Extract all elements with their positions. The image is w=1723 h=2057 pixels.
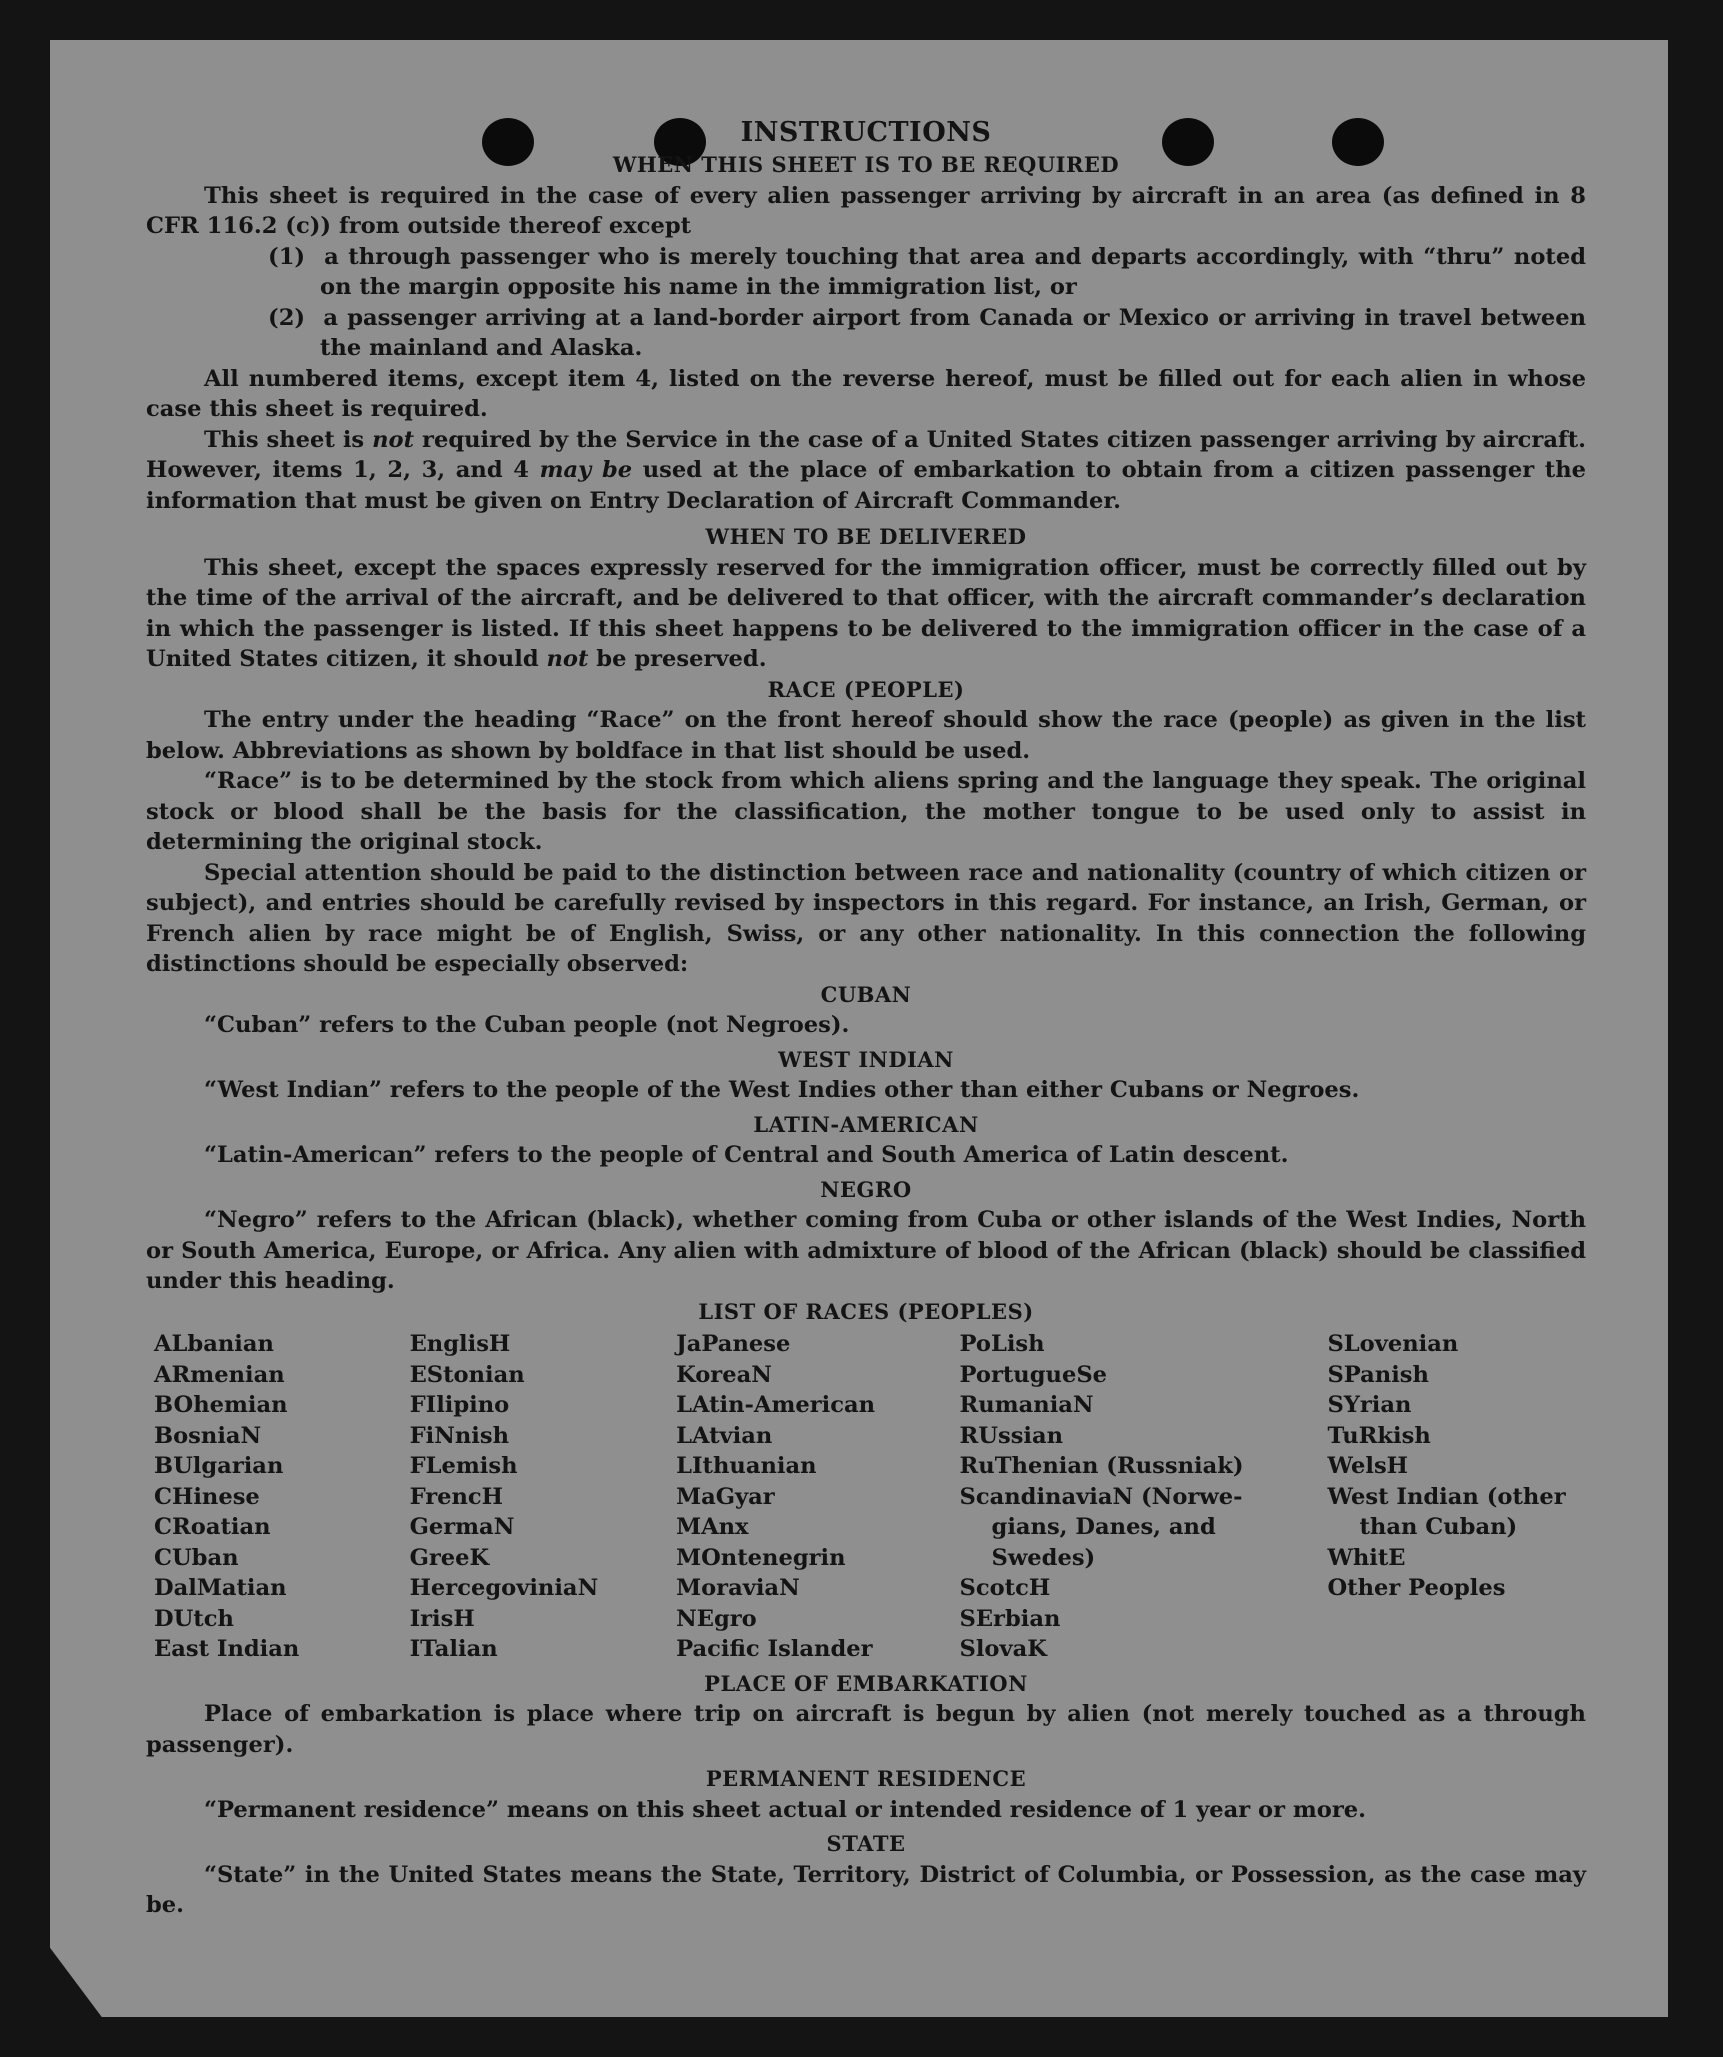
text-run: be preserved. bbox=[588, 646, 767, 672]
instructions-content bbox=[146, 116, 1586, 1921]
race-entry: MOntenegrin bbox=[676, 1544, 846, 1571]
race-entry: BosniaN bbox=[154, 1422, 262, 1449]
race-entry: NEgro bbox=[676, 1605, 757, 1632]
race-entry: PortugueSe bbox=[959, 1361, 1108, 1388]
section-heading-permanent-residence: PERMANENT RESIDENCE bbox=[705, 1766, 1027, 1791]
section-heading-when-required: WHEN THIS SHEET IS TO BE REQUIRED bbox=[612, 152, 1120, 177]
race-entry: SLovenian bbox=[1327, 1331, 1459, 1357]
race-entry: Pacific Islander bbox=[676, 1636, 873, 1662]
paragraph-race-2: “Race” is to be determined by the stock from which aliens spring and the language they speak. The original stock or blood shall be the basis for the classification, the mother tongue to be used only to assist in determining the original stock. bbox=[146, 768, 1586, 855]
paragraph-race-1: The entry under the heading “Race” on the front hereof should show the race (people) as given in the list below. Abbreviations as shown by boldface in that list should be used. bbox=[146, 707, 1586, 764]
race-entry: than Cuban) bbox=[1359, 1514, 1518, 1540]
race-entry: RumaniaN bbox=[959, 1392, 1094, 1418]
race-column bbox=[960, 1329, 1328, 1665]
paragraph-permanent-residence: “Permanent residence” means on this sheet actual or intended residence of 1 year or more. bbox=[204, 1796, 1367, 1823]
race-column bbox=[1327, 1329, 1586, 1665]
section-heading-race: RACE (PEOPLE) bbox=[767, 676, 965, 702]
race-entry: ITalian bbox=[409, 1636, 498, 1662]
page-title: INSTRUCTIONS bbox=[740, 117, 992, 148]
race-entry: HercegoviniaN bbox=[409, 1575, 599, 1601]
race-entry: LAtvian bbox=[676, 1422, 773, 1449]
paragraph-citizen bbox=[146, 425, 1586, 517]
paragraph-west-indian: “West Indian” refers to the people of the West Indies other than either Cubans or Negroes. bbox=[204, 1077, 1360, 1103]
race-entry: gians, Danes, and bbox=[991, 1514, 1216, 1540]
race-entry: JaPanese bbox=[676, 1331, 791, 1357]
exception-marker: (2) bbox=[268, 304, 306, 331]
race-entry: ScandinaviaN (Norwe- bbox=[959, 1483, 1243, 1510]
race-entry: Swedes) bbox=[991, 1544, 1096, 1571]
paragraph-when-required-intro: This sheet is required in the case of every alien passenger arriving by aircraft in an area (as defined in 8 CFR 116.2 (c)) from outside thereof except bbox=[146, 182, 1586, 239]
race-entry: MAnx bbox=[676, 1514, 749, 1540]
race-entry: SlovaK bbox=[959, 1636, 1047, 1662]
emphasis-text: not bbox=[372, 426, 415, 453]
race-entry: GreeK bbox=[409, 1544, 490, 1571]
race-entry: DalMatian bbox=[154, 1575, 287, 1601]
race-entry: East Indian bbox=[154, 1636, 300, 1662]
section-heading-west-indian: WEST INDIAN bbox=[778, 1046, 954, 1072]
race-entry: ALbanian bbox=[154, 1331, 274, 1357]
race-entry: BUlgarian bbox=[154, 1453, 284, 1479]
race-entry: CUban bbox=[154, 1544, 239, 1571]
exception-marker: (1) bbox=[268, 243, 306, 270]
exception-item-2 bbox=[146, 303, 1586, 364]
race-entry: ARmenian bbox=[154, 1361, 285, 1388]
race-entry: FIlipino bbox=[409, 1392, 510, 1418]
paragraph-state: “State” in the United States means the State, Territory, District of Columbia, or Possession, as the case may be. bbox=[146, 1861, 1586, 1918]
exception-text: a through passenger who is merely touching that area and departs accordingly, with “thru” noted on the margin opposite his name in the immigration list, or bbox=[320, 243, 1586, 300]
race-entry: BOhemian bbox=[154, 1392, 288, 1418]
text-run: This sheet is bbox=[204, 426, 373, 453]
paragraph-negro: “Negro” refers to the African (black), whether coming from Cuba or other islands of the West Indies, North or South America, Europe, or Africa. Any alien with admixture of blood of the African (black) should be classified under this heading. bbox=[146, 1207, 1586, 1294]
race-entry: Other Peoples bbox=[1327, 1575, 1506, 1601]
section-heading-place-of-embarkation: PLACE OF EMBARKATION bbox=[704, 1670, 1028, 1696]
paragraph-place-of-embarkation: Place of embarkation is place where trip on aircraft is begun by alien (not merely touched as a through passenger). bbox=[146, 1701, 1586, 1758]
paragraph-latin-american: “Latin-American” refers to the people of Central and South America of Latin descent. bbox=[204, 1142, 1289, 1168]
race-column bbox=[676, 1329, 959, 1665]
race-entry: PoLish bbox=[959, 1331, 1045, 1357]
section-heading-list-of-races: LIST OF RACES (PEOPLES) bbox=[698, 1298, 1034, 1324]
race-entry: FiNnish bbox=[409, 1422, 510, 1449]
race-entry: CHinese bbox=[154, 1483, 260, 1510]
race-entry: IrisH bbox=[409, 1605, 475, 1632]
race-entry: RuThenian (Russniak) bbox=[959, 1453, 1244, 1479]
section-heading-state: STATE bbox=[826, 1831, 906, 1856]
race-entry: SYrian bbox=[1327, 1392, 1412, 1418]
race-entry: LAtin-American bbox=[676, 1392, 876, 1418]
race-column bbox=[410, 1329, 677, 1665]
exception-item-1 bbox=[146, 242, 1586, 303]
section-heading-cuban: CUBAN bbox=[820, 981, 912, 1007]
text-run: required by the Service in the case of a United States citizen passenger arriving by aircraft. However, items 1, 2, 3, and 4 bbox=[146, 426, 1586, 483]
race-entry: TuRkish bbox=[1327, 1422, 1431, 1449]
race-entry: KoreaN bbox=[676, 1361, 772, 1388]
section-heading-latin-american: LATIN-AMERICAN bbox=[753, 1111, 979, 1137]
paragraph-cuban: “Cuban” refers to the Cuban people (not Negroes). bbox=[204, 1012, 850, 1038]
race-entry: DUtch bbox=[154, 1605, 234, 1632]
text-run: used at the place of embarkation to obtain from a citizen passenger the information that must be given on Entry Declaration of Aircraft Commander. bbox=[146, 457, 1586, 514]
section-heading-negro: NEGRO bbox=[820, 1176, 912, 1202]
race-entry: SErbian bbox=[959, 1605, 1061, 1632]
race-entry: CRoatian bbox=[154, 1514, 271, 1540]
race-entry: FLemish bbox=[409, 1453, 518, 1479]
race-entry: MaGyar bbox=[676, 1483, 775, 1510]
paragraph-numbered-items: All numbered items, except item 4, listed on the reverse hereof, must be filled out for each alien in whose case this sheet is required. bbox=[146, 365, 1586, 422]
exception-text: a passenger arriving at a land-border airport from Canada or Mexico or arriving in travel between the mainland and Alaska. bbox=[320, 304, 1586, 361]
text-run: This sheet, except the spaces expressly reserved for the immigration officer, must be correctly filled out by the time of the arrival of the aircraft, and be delivered to that officer, with the aircraft commander’s declaration in which the passenger is listed. If this sheet happens to be delivered to the immigration officer in the case of a United States citizen, it should bbox=[146, 554, 1586, 672]
paragraph-when-delivered bbox=[146, 553, 1586, 675]
race-entry: RUssian bbox=[959, 1422, 1064, 1449]
section-heading-when-delivered: WHEN TO BE DELIVERED bbox=[705, 524, 1027, 549]
race-entry: West Indian (other bbox=[1327, 1483, 1566, 1510]
race-list-table bbox=[154, 1329, 1586, 1665]
race-entry: MoraviaN bbox=[676, 1575, 800, 1601]
emphasis-text: not bbox=[546, 646, 589, 672]
race-entry: EnglisH bbox=[409, 1331, 511, 1357]
race-entry: GermaN bbox=[409, 1514, 515, 1540]
race-entry: EStonian bbox=[409, 1361, 525, 1388]
race-entry: FrencH bbox=[409, 1483, 504, 1510]
race-entry: SPanish bbox=[1327, 1361, 1429, 1388]
paragraph-race-3: Special attention should be paid to the distinction between race and nationality (country of which citizen or subject), and entries should be carefully revised by inspectors in this regard. For instance, an Irish, German, or French alien by race might be of English, Swiss, or any other nationality. In this connection the following distinctions should be especially observed: bbox=[146, 859, 1586, 977]
emphasis-text: may be bbox=[539, 457, 633, 483]
race-entry: LIthuanian bbox=[676, 1453, 817, 1479]
race-entry: WelsH bbox=[1327, 1453, 1409, 1479]
race-entry: ScotcH bbox=[959, 1575, 1051, 1601]
race-column bbox=[154, 1329, 410, 1665]
race-entry: WhitE bbox=[1327, 1544, 1406, 1571]
